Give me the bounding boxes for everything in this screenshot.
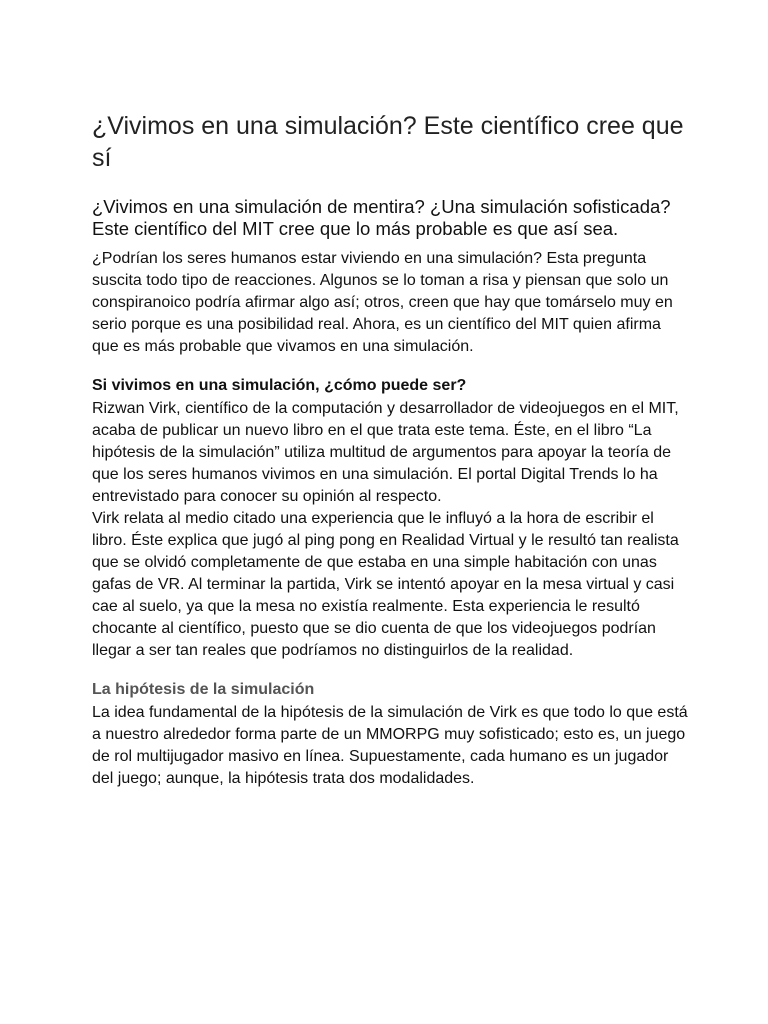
spacer — [92, 358, 692, 374]
section1-paragraph-2: Virk relata al medio citado una experiencia que le influyó a la hora de escribir el libro. Éste explica que jugó al ping pong en Realidad Virtual y le resultó tan realista que se olvidó completamente de que estaba en una simple habitación con unas gafas de VR. Al terminar la partida, Virk se intentó apoyar en la mesa virtual y casi cae al suelo, ya que la mesa no existía realmente. Esta experiencia le resultó chocante al científico, puesto que se dio cuenta de que los videojuegos podrían llegar a ser tan reales que podríamos no distinguirlos de la realidad. — [92, 510, 679, 659]
section-heading-como-puede-ser: Si vivimos en una simulación, ¿cómo puede ser? — [92, 377, 467, 394]
intro-paragraph: ¿Podrían los seres humanos estar viviendo en una simulación? Esta pregunta suscita todo tipo de reacciones. Algunos se lo toman a risa y piensan que solo un conspiranoico podría afirmar algo así; otros, creen que hay que tomárselo muy en serio porque es una posibilidad real. Ahora, es un científico del MIT quien afirma que es más probable que vivamos en una simulación. — [92, 250, 673, 355]
article-title: ¿Vivimos en una simulación? Este científico cree que sí — [92, 112, 684, 172]
document-page — [92, 110, 692, 790]
article-subtitle: ¿Vivimos en una simulación de mentira? ¿Una simulación sofisticada? Este científico del MIT cree que lo más probable es que así sea. — [92, 196, 671, 239]
section-heading-hipotesis: La hipótesis de la simulación — [92, 681, 315, 698]
section1-paragraph-1: Rizwan Virk, científico de la computación y desarrollador de videojuegos en el MIT, acaba de publicar un nuevo libro en el que trata este tema. Éste, en el libro “La hipótesis de la simulación” utiliza multitud de argumentos para apoyar la teoría de que los seres humanos vivimos en una simulación. El portal Digital Trends lo ha entrevistado para conocer su opinión al respecto. — [92, 400, 679, 505]
spacer — [92, 662, 692, 678]
section2-paragraph-1: La idea fundamental de la hipótesis de la simulación de Virk es que todo lo que está a nuestro alrededor forma parte de un MMORPG muy sofisticado; esto es, un juego de rol multijugador masivo en línea. Supuestamente, cada humano es un jugador del juego; aunque, la hipótesis trata dos modalidades. — [92, 704, 688, 787]
